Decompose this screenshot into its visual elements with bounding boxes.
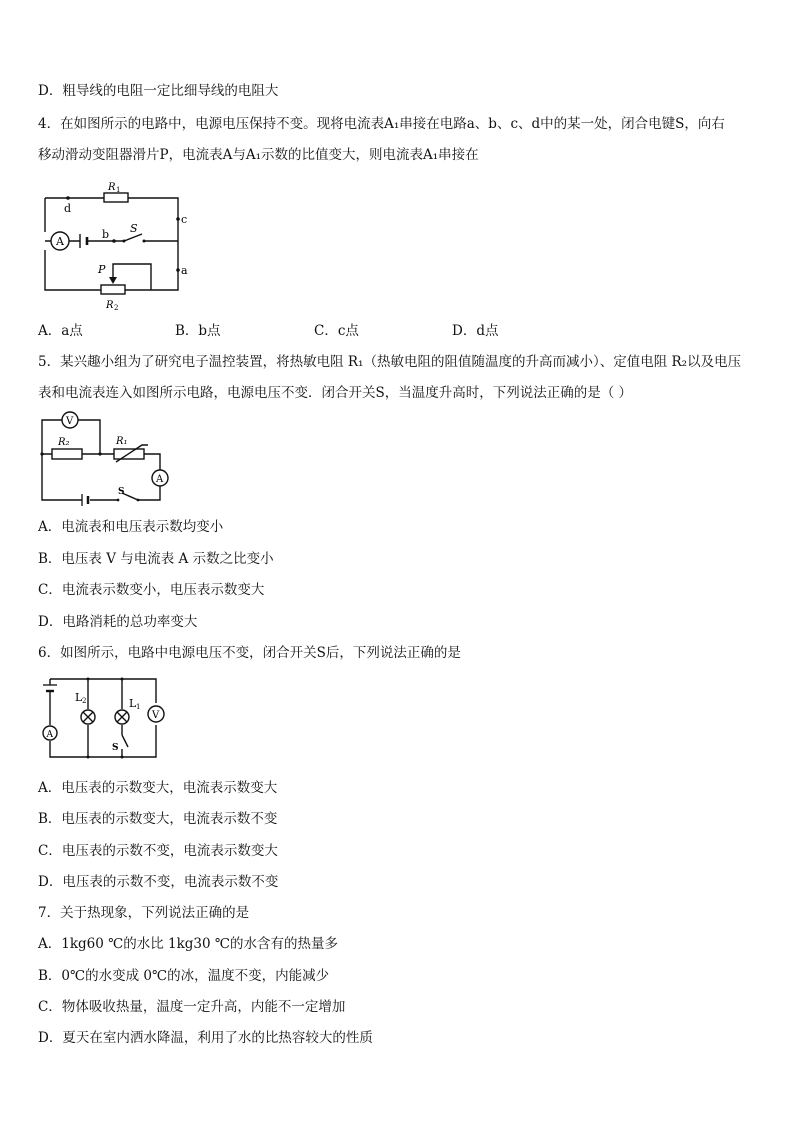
node-d: [66, 196, 70, 200]
node-a: [176, 268, 180, 272]
q7-option-b[interactable]: B．0℃的水变成 0℃的冰，温度不变，内能减少: [38, 968, 330, 984]
svg-text:V: V: [66, 416, 74, 427]
label-p: P: [98, 263, 106, 276]
label-c: c: [181, 213, 188, 226]
switch-s: [42, 454, 160, 500]
q4-stem-line2: 移动滑动变阻器滑片P，电流表A与A₁示数的比值变大，则电流表A₁串接在: [38, 147, 479, 163]
svg-text:A: A: [46, 730, 53, 740]
q6-circuit-diagram: [38, 673, 168, 765]
resistor-r2: [52, 449, 82, 459]
q4-option-c[interactable]: C．c点: [314, 323, 359, 339]
q5-stem-line2: 表和电流表连入如图所示电路，电源电压不变．闭合开关S，当温度升高时，下列说法正确的是（ ）: [38, 385, 633, 401]
svg-text:L: L: [75, 691, 83, 704]
svg-text:S: S: [118, 487, 125, 497]
q7-option-c[interactable]: C．物体吸收热量，温度一定升高，内能不一定增加: [38, 999, 346, 1015]
q4-option-a[interactable]: A．a点: [38, 323, 83, 339]
r1-label: R: [108, 182, 116, 193]
svg-text:R₁: R₁: [116, 436, 128, 447]
q6-option-a[interactable]: A．电压表的示数变大，电流表示数变大: [38, 780, 278, 796]
svg-text:2: 2: [82, 697, 87, 705]
q5-option-c[interactable]: C．电流表示数变小，电压表示数变大: [38, 582, 265, 598]
q4-option-d[interactable]: D．d点: [452, 323, 499, 339]
switch-s: [122, 735, 128, 747]
q6-option-d[interactable]: D．电压表的示数不变，电流表示数不变: [38, 874, 279, 890]
rheostat-r2: [101, 285, 125, 294]
svg-text:S: S: [130, 222, 138, 235]
svg-text:2: 2: [114, 304, 119, 312]
svg-text:L: L: [129, 697, 137, 710]
label-a: a: [181, 264, 188, 277]
resistor-r1: [104, 193, 128, 202]
svg-text:V: V: [152, 710, 160, 721]
label-d: d: [64, 202, 72, 215]
q7-option-d[interactable]: D．夏天在室内洒水降温，利用了水的比热容较大的性质: [38, 1030, 373, 1046]
q7-stem-line1: 7．关于热现象，下列说法正确的是: [38, 905, 250, 921]
svg-text:S: S: [112, 743, 119, 753]
slider-p: [109, 277, 117, 284]
q5-circuit-diagram: [38, 408, 178, 510]
q5-option-d[interactable]: D．电路消耗的总功率变大: [38, 614, 198, 630]
q3-option-d: D．粗导线的电阻一定比细导线的电阻大: [38, 83, 279, 99]
label-b: b: [102, 228, 110, 241]
svg-text:1: 1: [136, 703, 141, 711]
q5-option-a[interactable]: A．电流表和电压表示数均变小: [38, 519, 224, 535]
q6-option-c[interactable]: C．电压表的示数不变，电流表示数变大: [38, 843, 278, 859]
svg-text:R₂: R₂: [58, 437, 70, 448]
q4-circuit-diagram: [38, 178, 198, 313]
q7-option-a[interactable]: A．1kg60 ℃的水比 1kg30 ℃的水含有的热量多: [38, 936, 339, 952]
q6-stem-line1: 6．如图所示，电路中电源电压不变，闭合开关S后，下列说法正确的是: [38, 645, 461, 661]
q6-option-b[interactable]: B．电压表的示数变大，电流表示数不变: [38, 811, 278, 827]
svg-text:A: A: [156, 474, 164, 485]
q4-option-b[interactable]: B．b点: [175, 323, 221, 339]
q5-option-b[interactable]: B．电压表 V 与电流表 A 示数之比变小: [38, 551, 274, 567]
svg-text:1: 1: [116, 186, 121, 194]
node-c: [176, 217, 180, 221]
svg-text:A: A: [56, 235, 64, 248]
svg-text:R: R: [106, 300, 114, 311]
q5-stem-line1: 5．某兴趣小组为了研究电子温控装置，将热敏电阻 R₁（热敏电阻的阻值随温度的升高而减小）、定值电阻 R₂以及电压: [38, 354, 742, 370]
q4-stem-line1: 4．在如图所示的电路中，电源电压保持不变。现将电流表A₁串接在电路a、b、c、d中的某一处，闭合电键S，向右: [38, 116, 725, 132]
